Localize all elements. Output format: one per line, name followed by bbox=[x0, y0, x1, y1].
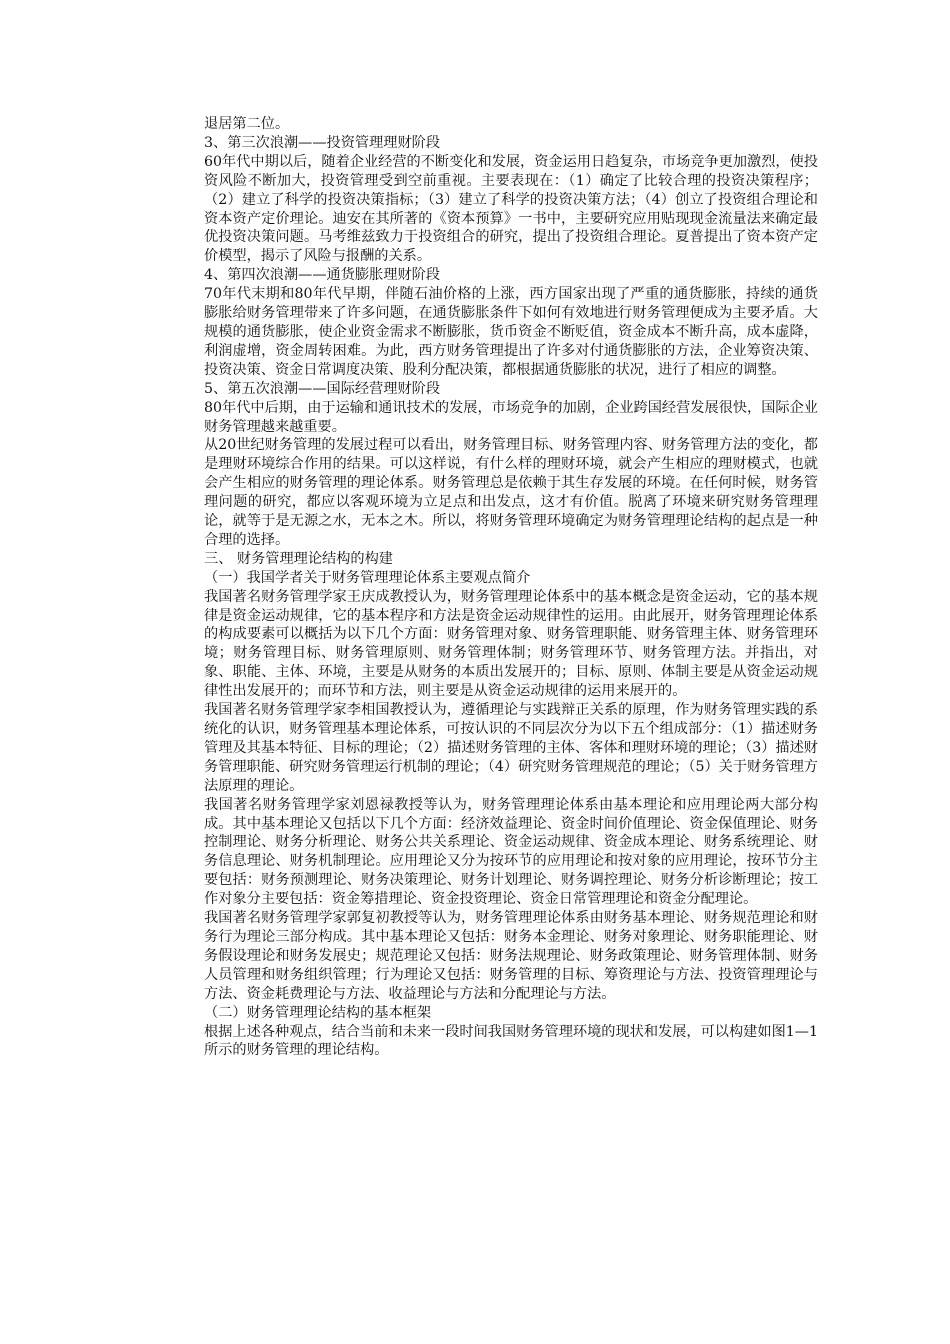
chapter-heading: 三、 财务管理理论结构的构建 bbox=[204, 550, 393, 567]
subsection-heading: （一）我国学者关于财务管理理论体系主要观点简介 bbox=[204, 569, 531, 586]
document-body bbox=[204, 115, 818, 1060]
paragraph: 60年代中期以后，随着企业经营的不断变化和发展，资金运用日趋复杂，市场竞争更加激烈，使投资风险不断加大，投资管理受到空前重视。主要表现在：（1）确定了比较合理的投资决策程序；（2）建立了科学的投资决策指标；（3）建立了科学的投资决策方法；（4）创立了投资组合理论和资本资产定价理论。迪安在其所著的《资本预算》一书中，主要研究应用贴现现金流量法来确定最优投资决策问题。马考维兹致力于投资组合的研究，提出了投资组合理论。夏普提出了资本资产定价模型，揭示了风险与报酬的关系。 bbox=[204, 153, 818, 265]
paragraph: 80年代中后期，由于运输和通讯技术的发展，市场竞争的加剧，企业跨国经营发展很快，国际企业财务管理越来越重要。 bbox=[204, 399, 818, 435]
paragraph: 我国著名财务管理学家王庆成教授认为，财务管理理论体系中的基本概念是资金运动，它的基本规律是资金运动规律，它的基本程序和方法是资金运动规律性的运用。由此展开，财务管理理论体系的构成要素可以概括为以下几个方面：财务管理对象、财务管理职能、财务管理主体、财务管理环境；财务管理目标、财务管理原则、财务管理体制；财务管理环节、财务管理方法。并指出，对象、职能、主体、环境，主要是从财务的本质出发展开的；目标、原则、体制主要是从资金运动规律性出发展开的；而环节和方法，则主要是从资金运动规律的运用来展开的。 bbox=[204, 588, 818, 700]
section-heading: 4、第四次浪潮——通货膨胀理财阶段 bbox=[204, 267, 441, 284]
paragraph: 我国著名财务管理学家李相国教授认为，遵循理论与实践辩正关系的原理，作为财务管理实践的系统化的认识，财务管理基本理论体系，可按认识的不同层次分为以下五个组成部分：（1）描述财务管理及其基本特征、目标的理论；（2）描述财务管理的主体、客体和理财环境的理论；（3）描述财务管理职能、研究财务管理运行机制的理论；（4）研究财务管理规范的理论；（5）关于财务管理方法原理的理论。 bbox=[204, 702, 818, 794]
paragraph: 我国著名财务管理学家刘恩禄教授等认为，财务管理理论体系由基本理论和应用理论两大部分构成。其中基本理论又包括以下几个方面：经济效益理论、资金时间价值理论、资金保值理论、财务控制理论、财务分析理论、财务公共关系理论、资金运动规律、资金成本理论、财务系统理论、财务信息理论、财务机制理论。应用理论又分为按环节的应用理论和按对象的应用理论，按环节分主要包括：财务预测理论、财务决策理论、财务计划理论、财务调控理论、财务分析诊断理论；按工作对象分主要包括：资金筹措理论、资金投资理论、资金日常管理理论和资金分配理论。 bbox=[204, 796, 818, 908]
paragraph: 70年代末期和80年代早期，伴随石油价格的上涨，西方国家出现了严重的通货膨胀，持续的通货膨胀给财务管理带来了许多问题，在通货膨胀条件下如何有效地进行财务管理便成为主要矛盾。大规模的通货膨胀，使企业资金需求不断膨胀，货币资金不断贬值，资金成本不断升高，成本虚降，利润虚增，资金周转困难。为此，西方财务管理提出了许多对付通货膨胀的方法，企业筹资决策、投资决策、资金日常调度决策、股利分配决策，都根据通货膨胀的状况，进行了相应的调整。 bbox=[204, 286, 818, 378]
paragraph: 从20世纪财务管理的发展过程可以看出，财务管理目标、财务管理内容、财务管理方法的变化，都是理财环境综合作用的结果。可以这样说，有什么样的理财环境，就会产生相应的理财模式，也就会产生相应的财务管理的理论体系。财务管理总是依赖于其生存发展的环境。在任何时候，财务管理问题的研究，都应以客观环境为立足点和出发点，这才有价值。脱离了环境来研究财务管理理论，就等于是无源之水，无本之木。所以，将财务管理环境确定为财务管理理论结构的起点是一种合理的选择。 bbox=[204, 437, 818, 548]
subsection-heading: （二）财务管理理论结构的基本框架 bbox=[204, 1004, 432, 1021]
section-heading: 5、第五次浪潮——国际经营理财阶段 bbox=[204, 380, 441, 397]
paragraph: 我国著名财务管理学家郭复初教授等认为，财务管理理论体系由财务基本理论、财务规范理论和财务行为理论三部分构成。其中基本理论又包括：财务本金理论、财务对象理论、财务职能理论、财务假设理论和财务发展史；规范理论又包括：财务法规理论、财务政策理论、财务管理体制、财务人员管理和财务组织管理；行为理论又包括：财务管理的目标、筹资理论与方法、投资管理理论与方法、资金耗费理论与方法、收益理论与方法和分配理论与方法。 bbox=[204, 910, 818, 1002]
paragraph: 根据上述各种观点，结合当前和未来一段时间我国财务管理环境的现状和发展，可以构建如图1—1所示的财务管理的理论结构。 bbox=[204, 1023, 818, 1059]
section-heading: 3、第三次浪潮——投资管理理财阶段 bbox=[204, 134, 441, 151]
text-line: 退居第二位。 bbox=[204, 116, 290, 132]
